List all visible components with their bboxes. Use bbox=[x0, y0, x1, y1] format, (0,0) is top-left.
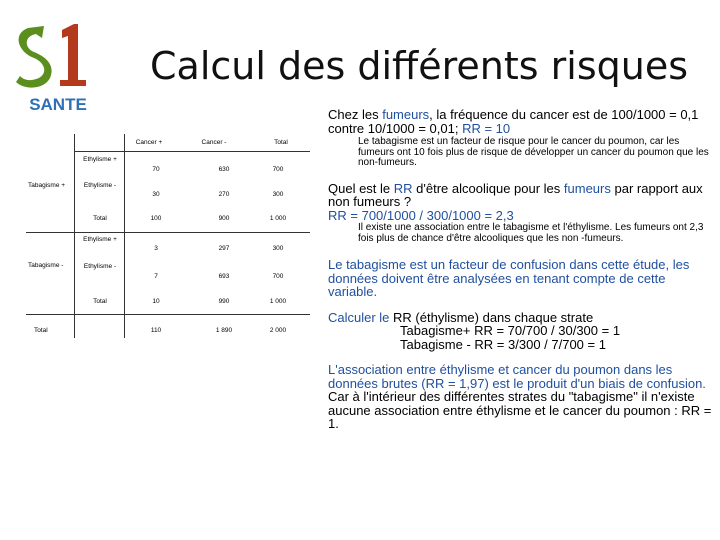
text-span: Chez les bbox=[328, 107, 383, 122]
rr-strate-2: Tabagisme - RR = 3/300 / 7/700 = 1 bbox=[400, 336, 606, 352]
paragraph-confusion: Le tabagisme est un facteur de confusion dans cette étude, les données doivent être analysées en tenant compte de cette variable. bbox=[328, 257, 690, 299]
paragraph-fumeurs bbox=[328, 108, 716, 135]
table-cell: 300 bbox=[272, 245, 284, 252]
table-cell: 3 bbox=[154, 245, 158, 252]
page-title: Calcul des différents risques bbox=[150, 44, 688, 88]
text-span: L'association entre éthylisme et cancer du poumon dans les données brutes (RR = 1,97) est le produit d'un biais de confusion. bbox=[328, 362, 706, 391]
table-cell: 297 bbox=[218, 245, 230, 252]
stratified-table bbox=[26, 134, 310, 338]
text-span: fumeurs bbox=[382, 107, 430, 122]
table-cell: 1 000 bbox=[269, 215, 287, 222]
text-span: Quel est le bbox=[328, 180, 394, 196]
table-cell: 700 bbox=[272, 273, 284, 280]
text-span: RR bbox=[393, 180, 413, 196]
explanation-panel bbox=[328, 108, 716, 431]
table-cell: 70 bbox=[152, 166, 160, 173]
table-cell: 270 bbox=[218, 191, 230, 198]
col-header: Cancer - bbox=[201, 139, 227, 146]
col-header: Total bbox=[274, 139, 288, 146]
text-span: fumeurs bbox=[563, 180, 611, 196]
text-span: Calculer le bbox=[328, 309, 394, 325]
text-span: par rapport aux non fumeurs ? bbox=[328, 180, 703, 209]
table-cell: 1 000 bbox=[269, 298, 287, 305]
table-cell: 30 bbox=[152, 191, 160, 198]
text-span: , la fréquence du cancer est de 100/1000 = 0,1 contre 10/1000 = 0,01; bbox=[328, 107, 699, 136]
paragraph-conclusion bbox=[328, 363, 716, 431]
s1-sante-logo bbox=[14, 18, 102, 118]
total-label: Total bbox=[34, 327, 48, 334]
row-label: Total bbox=[93, 298, 107, 305]
table-cell: 900 bbox=[218, 215, 230, 222]
logo-text: SANTE bbox=[29, 95, 87, 114]
table-cell: 630 bbox=[218, 166, 230, 173]
text-span: RR (éthylisme) dans chaque strate bbox=[393, 309, 594, 325]
table-cell: 990 bbox=[218, 298, 230, 305]
table-cell: 110 bbox=[150, 327, 162, 334]
table-cell: 1 890 bbox=[215, 327, 233, 334]
paragraph-question bbox=[328, 182, 716, 209]
text-span: RR = 10 bbox=[462, 120, 511, 136]
note-2: Il existe une association entre le tabagisme et l'éthylisme. Les fumeurs ont 2,3 fois plus de chance d'être alcooliques que les non -fumeurs. bbox=[358, 222, 704, 244]
table-cell: 2 000 bbox=[269, 327, 287, 334]
row-label: Ethylisme - bbox=[83, 182, 117, 189]
table-cell: 100 bbox=[150, 215, 162, 222]
group-label: Tabagisme - bbox=[28, 262, 64, 269]
table-cell: 700 bbox=[272, 166, 284, 173]
note-1: Le tabagisme est un facteur de risque pour le cancer du poumon, car les fumeurs ont 10 fois plus de risque de développer un cancer du poumon que les non-fumeurs. bbox=[358, 136, 709, 168]
text-span: d'être alcoolique pour les bbox=[412, 180, 564, 196]
text-span: Car à l'intérieur des différentes strates du "tabagisme" il n'existe aucune association entre éthylisme et le cancer du poumon : RR = 1. bbox=[328, 389, 712, 431]
row-label: Ethylisme + bbox=[83, 236, 117, 243]
table-cell: 7 bbox=[154, 273, 158, 280]
row-label: Ethylisme - bbox=[83, 263, 117, 270]
group-label: Tabagisme + bbox=[28, 182, 66, 189]
rr-strate-1: Tabagisme+ RR = 70/700 / 30/300 = 1 bbox=[400, 323, 621, 338]
paragraph-calculer bbox=[328, 311, 716, 325]
col-header: Cancer + bbox=[135, 139, 163, 146]
table-cell: 300 bbox=[272, 191, 284, 198]
rr-formula: RR = 700/1000 / 300/1000 = 2,3 bbox=[328, 207, 514, 223]
row-label: Ethylisme + bbox=[83, 156, 117, 163]
table-cell: 10 bbox=[152, 298, 160, 305]
row-label: Total bbox=[93, 215, 107, 222]
table-cell: 693 bbox=[218, 273, 230, 280]
